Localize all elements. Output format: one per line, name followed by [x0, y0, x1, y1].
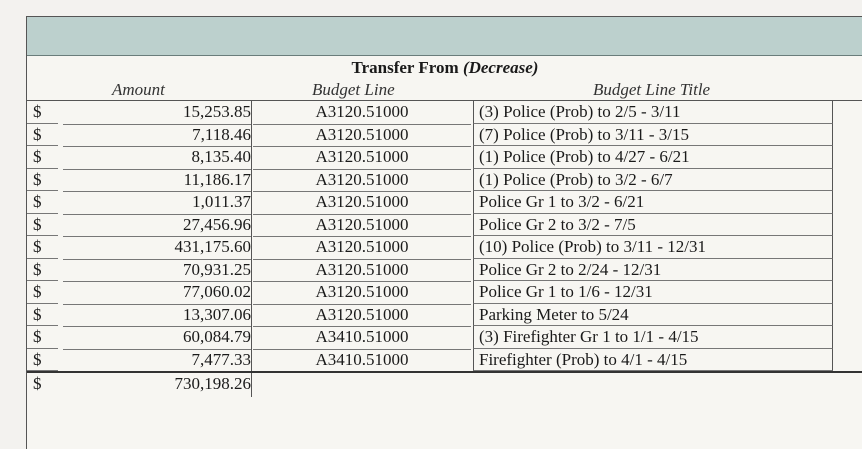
table-row: [27, 169, 862, 192]
budget-line-title-cell: Police Gr 1 to 1/6 - 12/31: [473, 281, 833, 304]
table-row: [27, 101, 862, 124]
currency-symbol: $: [27, 169, 58, 192]
amount-cell: 431,175.60: [63, 236, 252, 260]
table-row: [27, 326, 862, 349]
amount-cell: 15,253.85: [63, 101, 252, 125]
currency-symbol: $: [27, 349, 58, 372]
budget-line-title-cell: (10) Police (Prob) to 3/11 - 12/31: [473, 236, 833, 259]
total-currency-symbol: $: [33, 374, 42, 393]
table-row: [27, 259, 862, 282]
section-title-text: Transfer From: [351, 58, 459, 77]
currency-symbol: $: [27, 191, 58, 214]
budget-line-cell: A3120.51000: [253, 259, 471, 283]
section-title: [27, 57, 862, 79]
currency-symbol: $: [27, 101, 58, 124]
budget-line-title-cell: Police Gr 1 to 3/2 - 6/21: [473, 191, 833, 214]
budget-line-title-cell: (7) Police (Prob) to 3/11 - 3/15: [473, 124, 833, 147]
budget-line-cell: A3120.51000: [253, 304, 471, 328]
header-band: [27, 17, 862, 56]
budget-line-cell: A3120.51000: [253, 281, 471, 305]
budget-line-cell: A3120.51000: [253, 169, 471, 193]
budget-line-title-cell: Police Gr 2 to 3/2 - 7/5: [473, 214, 833, 237]
table-row: [27, 349, 862, 372]
currency-symbol: $: [27, 146, 58, 169]
currency-symbol: $: [27, 304, 58, 327]
budget-line-cell: A3120.51000: [253, 101, 471, 125]
amount-cell: 7,118.46: [63, 124, 252, 148]
table-row: [27, 124, 862, 147]
column-header-budget-line: Budget Line: [312, 80, 395, 99]
amount-cell: 27,456.96: [63, 214, 252, 238]
budget-line-cell: A3410.51000: [253, 326, 471, 350]
amount-cell: 1,011.37: [63, 191, 252, 215]
budget-line-cell: A3120.51000: [253, 191, 471, 215]
table-row: [27, 214, 862, 237]
budget-line-cell: A3120.51000: [253, 236, 471, 260]
currency-symbol: $: [27, 214, 58, 237]
amount-cell: 7,477.33: [63, 349, 252, 373]
budget-line-title-cell: (3) Firefighter Gr 1 to 1/1 - 4/15: [473, 326, 833, 349]
section-qualifier: (Decrease): [462, 58, 539, 77]
budget-line-cell: A3410.51000: [253, 349, 471, 373]
amount-cell: 77,060.02: [63, 281, 252, 305]
amount-cell: 60,084.79: [63, 326, 252, 350]
budget-line-title-cell: (1) Police (Prob) to 3/2 - 6/7: [473, 169, 833, 192]
budget-line-cell: A3120.51000: [253, 214, 471, 238]
total-amount: 730,198.26: [63, 373, 252, 397]
currency-symbol: $: [27, 281, 58, 304]
currency-symbol: $: [27, 124, 58, 147]
table-row: [27, 304, 862, 327]
budget-transfer-sheet: [26, 16, 862, 449]
budget-line-title-cell: (3) Police (Prob) to 2/5 - 3/11: [473, 101, 833, 124]
budget-line-title-cell: Parking Meter to 5/24: [473, 304, 833, 327]
currency-symbol: $: [27, 259, 58, 282]
currency-symbol: $: [27, 326, 58, 349]
amount-cell: 8,135.40: [63, 146, 252, 170]
table-row: [27, 281, 862, 304]
currency-symbol: $: [27, 236, 58, 259]
budget-line-title-cell: (1) Police (Prob) to 4/27 - 6/21: [473, 146, 833, 169]
budget-line-title-cell: Firefighter (Prob) to 4/1 - 4/15: [473, 349, 833, 372]
table-row: [27, 191, 862, 214]
budget-line-title-cell: Police Gr 2 to 2/24 - 12/31: [473, 259, 833, 282]
transfer-table: [27, 100, 862, 397]
column-header-amount: Amount: [112, 80, 165, 99]
amount-cell: 70,931.25: [63, 259, 252, 283]
budget-line-cell: A3120.51000: [253, 146, 471, 170]
table-row: [27, 236, 862, 259]
amount-cell: 13,307.06: [63, 304, 252, 328]
amount-cell: 11,186.17: [63, 169, 252, 193]
table-row: [27, 146, 862, 169]
column-header-budget-line-title: Budget Line Title: [593, 80, 711, 99]
total-row: [27, 371, 862, 397]
budget-line-cell: A3120.51000: [253, 124, 471, 148]
